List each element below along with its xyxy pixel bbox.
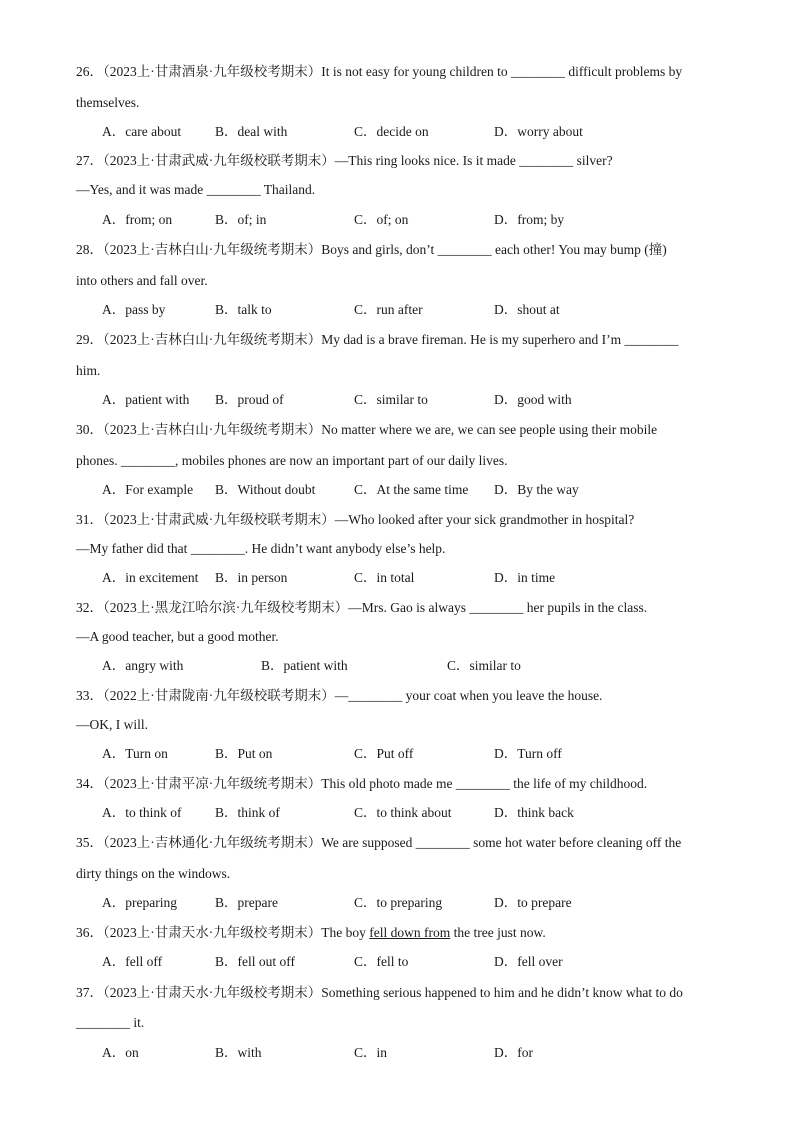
question-37-line-2: ________ it. [76,1015,145,1030]
option-c[interactable]: C．to think about [354,805,452,820]
question-stem: We are supposed ________ some hot water before cleaning off the [321,835,682,850]
option-d[interactable]: D．to prepare [494,895,572,910]
question-34-line-1 [76,776,647,792]
question-37-line-1 [76,985,683,1001]
option-c[interactable]: C．similar to [354,392,428,407]
question-stem: Something serious happened to him and he didn’t know what to do [321,985,683,1000]
option-d[interactable]: D．think back [494,805,574,820]
option-b[interactable]: B．patient with [261,658,348,673]
option-c[interactable]: C．fell to [354,954,409,969]
question-number: 30． [76,422,103,437]
question-37-options [102,1045,782,1061]
question-source: （2023上·吉林白山·九年级统考期末） [103,242,322,257]
question-36-line-1 [76,925,546,941]
question-source: （2022上·甘肃陇南·九年级校联考期末） [103,688,335,703]
option-c[interactable]: C．Put off [354,746,414,761]
question-28-line-2: into others and fall over. [76,273,208,288]
option-a[interactable]: A．fell off [102,954,163,969]
question-number: 34． [76,776,103,791]
question-32-options [102,658,782,674]
question-source: （2023上·甘肃天水·九年级校考期末） [103,985,322,1000]
option-c[interactable]: C．similar to [447,658,521,673]
question-stem: It is not easy for young children to ________ difficult problems by [321,64,683,79]
question-number: 35． [76,835,103,850]
option-b[interactable]: B．proud of [215,392,284,407]
question-34-options [102,805,782,821]
question-33-line-2: —OK, I will. [76,717,148,732]
option-b[interactable]: B．in person [215,570,288,585]
question-27-line-1 [76,153,613,169]
option-b[interactable]: B．with [215,1045,262,1060]
option-c[interactable]: C．in total [354,570,415,585]
option-d[interactable]: D．Turn off [494,746,562,761]
option-a[interactable]: A．from; on [102,212,173,227]
question-number: 32． [76,600,103,615]
option-c[interactable]: C．in [354,1045,388,1060]
option-d[interactable]: D．for [494,1045,533,1060]
question-30-options [102,482,782,498]
option-a[interactable]: A．For example [102,482,194,497]
option-a[interactable]: A．angry with [102,658,184,673]
question-source: （2023上·吉林白山·九年级统考期末） [103,332,322,347]
question-30-line-1 [76,422,657,438]
question-30-line-2: phones. ________, mobiles phones are now an important part of our daily lives. [76,453,508,468]
option-a[interactable]: A．Turn on [102,746,168,761]
question-31-line-1 [76,512,634,528]
question-26-options [102,124,782,140]
question-number: 37． [76,985,103,1000]
question-36-options [102,954,782,970]
question-35-line-1 [76,835,681,851]
question-35-line-2: dirty things on the windows. [76,866,231,881]
question-stem: This old photo made me ________ the life of my childhood. [321,776,648,791]
question-number: 27． [76,153,103,168]
question-source: （2023上·甘肃天水·九年级校考期末） [103,925,322,940]
option-b[interactable]: B．of; in [215,212,267,227]
option-a[interactable]: A．to think of [102,805,182,820]
option-c[interactable]: C．At the same time [354,482,469,497]
option-a[interactable]: A．care about [102,124,182,139]
question-stem-after: the tree just now. [450,925,546,940]
option-c[interactable]: C．run after [354,302,423,317]
question-source: （2023上·吉林白山·九年级统考期末） [103,422,322,437]
option-b[interactable]: B．think of [215,805,280,820]
question-32-line-2: —A good teacher, but a good mother. [76,629,279,644]
question-35-options [102,895,782,911]
question-number: 28． [76,242,103,257]
question-29-options [102,392,782,408]
question-28-options [102,302,782,318]
question-stem: —This ring looks nice. Is it made ________ silver? [334,153,613,168]
question-stem: —Who looked after your sick grandmother in hospital? [334,512,635,527]
option-b[interactable]: B．deal with [215,124,288,139]
question-27-line-2: —Yes, and it was made ________ Thailand. [76,182,316,197]
option-b[interactable]: B．Put on [215,746,273,761]
question-number: 36． [76,925,103,940]
option-c[interactable]: C．of; on [354,212,409,227]
option-a[interactable]: A．pass by [102,302,166,317]
question-33-options [102,746,782,762]
question-29-line-2: him. [76,363,101,378]
question-27-options [102,212,782,228]
option-a[interactable]: A．preparing [102,895,177,910]
question-number: 29． [76,332,103,347]
option-a[interactable]: A．patient with [102,392,190,407]
option-a[interactable]: A．in excitement [102,570,199,585]
question-stem: My dad is a brave fireman. He is my superhero and I’m ________ [321,332,679,347]
option-d[interactable]: D．from; by [494,212,565,227]
question-26-line-2: themselves. [76,95,140,110]
question-31-line-2: —My father did that ________. He didn’t want anybody else’s help. [76,541,446,556]
option-d[interactable]: D．in time [494,570,556,585]
question-source: （2023上·甘肃酒泉·九年级校考期末） [103,64,322,79]
question-number: 26． [76,64,103,79]
option-d[interactable]: D．worry about [494,124,583,139]
question-source: （2023上·甘肃武威·九年级校联考期末） [103,512,335,527]
option-d[interactable]: D．shout at [494,302,560,317]
option-c[interactable]: C．to preparing [354,895,443,910]
question-source: （2023上·吉林通化·九年级统考期末） [103,835,322,850]
option-b[interactable]: B．prepare [215,895,278,910]
question-stem: —Mrs. Gao is always ________ her pupils in the class. [348,600,648,615]
question-33-line-1 [76,688,602,704]
question-source: （2023上·甘肃武威·九年级校联考期末） [103,153,335,168]
option-b[interactable]: B．talk to [215,302,272,317]
question-32-line-1 [76,600,647,616]
question-28-line-1 [76,242,667,258]
question-number: 33． [76,688,103,703]
option-b[interactable]: B．fell out off [215,954,295,969]
question-stem: Boys and girls, don’t ________ each other! You may bump (撞) [321,242,667,257]
option-d[interactable]: D．good with [494,392,572,407]
option-c[interactable]: C．decide on [354,124,429,139]
question-31-options [102,570,782,586]
question-29-line-1 [76,332,679,348]
question-source: （2023上·黑龙江哈尔滨·九年级校考期末） [103,600,349,615]
option-d[interactable]: D．By the way [494,482,579,497]
question-26-line-1 [76,64,682,80]
option-a[interactable]: A．on [102,1045,139,1060]
question-stem: —________ your coat when you leave the house. [334,688,603,703]
question-stem-before: The boy [321,925,370,940]
option-d[interactable]: D．fell over [494,954,563,969]
question-number: 31． [76,512,103,527]
underlined-phrase: fell down from [369,925,451,940]
question-stem: No matter where we are, we can see people using their mobile [321,422,658,437]
option-b[interactable]: B．Without doubt [215,482,316,497]
question-source: （2023上·甘肃平凉·九年级统考期末） [103,776,322,791]
